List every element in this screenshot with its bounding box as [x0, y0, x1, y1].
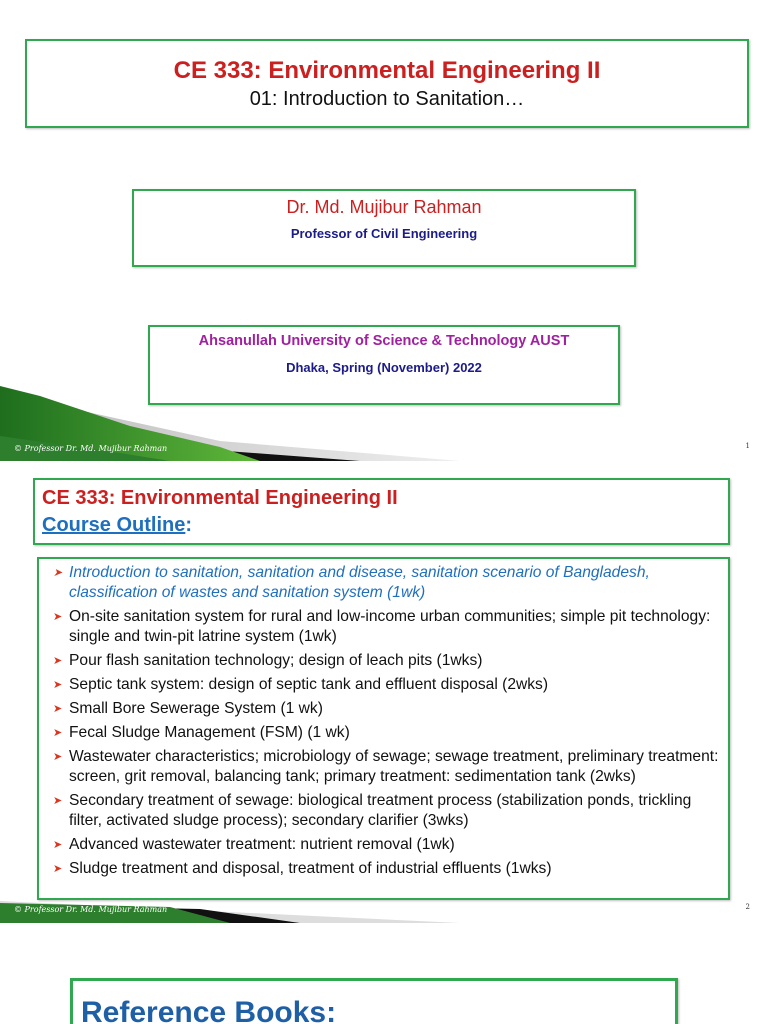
arrow-bullet-icon: ➤ — [53, 727, 63, 739]
list-item: ➤ On-site sanitation system for rural and low-income urban communities; simple pit technology: single and twin-pit latrine system (1wk) — [53, 608, 711, 645]
list-item: ➤ Wastewater characteristics; microbiology of sewage; sewage treatment, preliminary treatment: screen, grit removal, balancing tank; primary treatment: sedimentation tank (2wks) — [53, 748, 719, 785]
slide-2 — [0, 461, 768, 923]
list-item: ➤ Introduction to sanitation, sanitation and disease, sanitation scenario of Bangladesh, classification of wastes and sanitation system (1wk) — [53, 564, 650, 601]
arrow-bullet-icon: ➤ — [53, 863, 63, 875]
lecture-title: 01: Introduction to Sanitation… — [249, 88, 525, 110]
list-item: ➤ Advanced wastewater treatment: nutrient removal (1wk) — [53, 836, 455, 853]
title-box — [25, 39, 749, 128]
arrow-bullet-icon: ➤ — [53, 611, 63, 623]
author-name: Dr. Md. Mujibur Rahman — [286, 197, 482, 217]
list-item: ➤ Small Bore Sewerage System (1 wk) — [53, 700, 323, 717]
page-number: 1 — [745, 442, 750, 450]
arrow-bullet-icon: ➤ — [53, 679, 63, 691]
arrow-bullet-icon: ➤ — [53, 839, 63, 851]
reference-title: Reference Books: — [81, 996, 337, 1024]
author-role: Professor of Civil Engineering — [290, 226, 478, 241]
list-item: ➤ Pour flash sanitation technology; design of leach pits (1wks) — [53, 652, 483, 669]
reference-header-box — [70, 978, 678, 1024]
outline-list — [39, 563, 728, 879]
course-title: CE 333: Environmental Engineering II — [42, 487, 398, 509]
header-box — [33, 478, 730, 545]
arrow-bullet-icon: ➤ — [53, 567, 63, 579]
section-heading — [42, 514, 192, 537]
arrow-bullet-icon: ➤ — [53, 655, 63, 667]
list-item: ➤ Secondary treatment of sewage: biological treatment process (stabilization ponds, trickling filter, activated sludge process); secondary clarifier (3wks) — [53, 792, 692, 829]
session-text: Dhaka, Spring (November) 2022 — [286, 360, 482, 375]
author-box — [132, 189, 636, 267]
section-colon: : — [185, 514, 193, 536]
arrow-bullet-icon: ➤ — [53, 751, 63, 763]
university-name: Ahsanullah University of Science & Technology AUST — [198, 333, 570, 349]
slide-1 — [0, 0, 768, 461]
list-item: ➤ Fecal Sludge Management (FSM) (1 wk) — [53, 724, 350, 741]
footer-copyright: © Professor Dr. Md. Mujibur Rahman — [14, 444, 168, 453]
course-title: CE 333: Environmental Engineering II — [173, 57, 601, 84]
page-number: 2 — [745, 903, 750, 911]
arrow-bullet-icon: ➤ — [53, 703, 63, 715]
slide-3 — [0, 923, 768, 1024]
list-item: ➤ Sludge treatment and disposal, treatment of industrial effluents (1wks) — [53, 860, 552, 877]
list-item: ➤ Septic tank system: design of septic tank and effluent disposal (2wks) — [53, 676, 549, 693]
footer-copyright: © Professor Dr. Md. Mujibur Rahman — [14, 905, 168, 914]
outline-box — [37, 557, 730, 900]
section-title: Course Outline — [42, 514, 186, 536]
arrow-bullet-icon: ➤ — [53, 795, 63, 807]
